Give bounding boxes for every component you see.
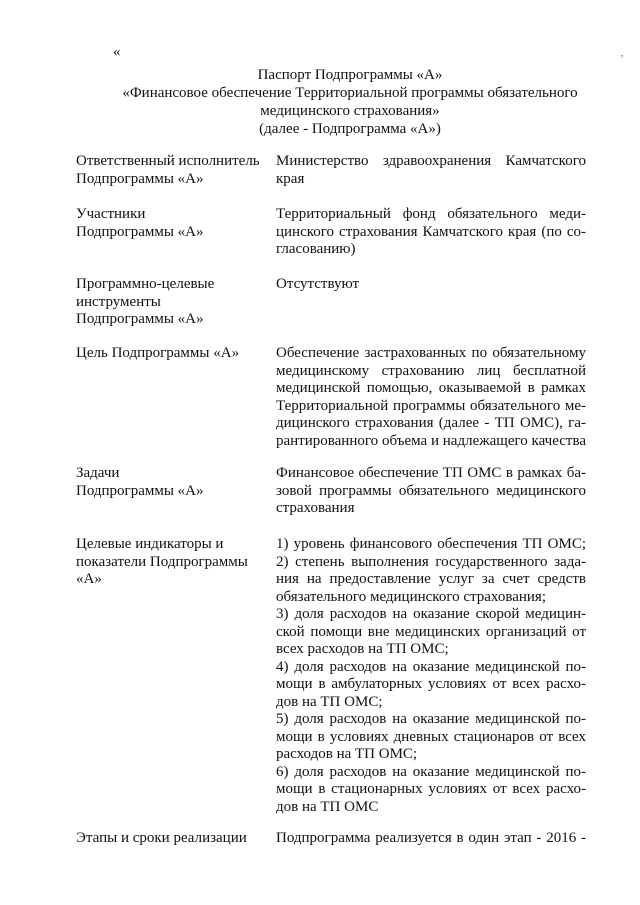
header-line: (далее - Подпрограмма «А») — [259, 121, 441, 137]
header-line: медицинского страхования» — [260, 103, 440, 119]
passport-header — [60, 66, 640, 138]
row-label: Программно-целевые инструменты Подпрограммы «А» — [76, 276, 215, 327]
row-label: Участники Подпрограммы «А» — [76, 206, 204, 240]
row-label: Ответственный исполнитель Подпрограммы «А» — [76, 153, 260, 187]
row-value: Финансовое обеспечение ТП ОМС в рамках ба- зовой программы обязательного медицинского страхования — [276, 465, 586, 516]
row-value: Подпрограмма реализуется в один этап - 2016 - — [276, 830, 586, 846]
row-value: Министерство здравоохранения Камчатского края — [276, 153, 586, 187]
row-value: 1) уровень финансового обеспечения ТП ОМС; 2) степень выполнения государственного зада- ния на предоставление услуг за счет средств обязательного медицинского страхования; 3) доля расходов на оказание скорой медицин- ской помощи вне медицинских организаций от всех расходов на ТП ОМС; 4) доля расходов на оказание медицинской по- мощи в амбулаторных условиях от всех расхо- дов на ТП ОМС; 5) доля расходов на оказание медицинской по- мощи в условиях дневных стационаров от всех расходов на ТП ОМС; 6) доля расходов на оказание медицинской по- мощи в стационарных условиях от всех расхо- дов на ТП ОМС — [276, 536, 586, 815]
margin-mark: , — [621, 48, 624, 59]
row-label: Целевые индикаторы и показатели Подпрограммы «А» — [76, 536, 248, 587]
header-line: Паспорт Подпрограммы «А» — [257, 67, 443, 83]
row-label: Задачи Подпрограммы «А» — [76, 465, 204, 499]
opening-quote-mark: « — [113, 44, 121, 60]
row-label: Этапы и сроки реализации — [76, 830, 247, 846]
row-value: Обеспечение застрахованных по обязательному медицинскому страхованию лиц бесплатной медицинской помощью, оказываемой в рамках Территориальной программы обязательного ме- дицинского страхования (далее - ТП ОМС), га- рантированного объема и надлежащего качества — [276, 345, 586, 449]
header-line: «Финансовое обеспечение Территориальной программы обязательного — [122, 85, 578, 101]
row-value: Отсутствуют — [276, 276, 360, 292]
row-value: Территориальный фонд обязательного меди- цинского страхования Камчатского края (по со- гласованию) — [276, 206, 586, 257]
row-label: Цель Подпрограммы «А» — [76, 345, 240, 361]
